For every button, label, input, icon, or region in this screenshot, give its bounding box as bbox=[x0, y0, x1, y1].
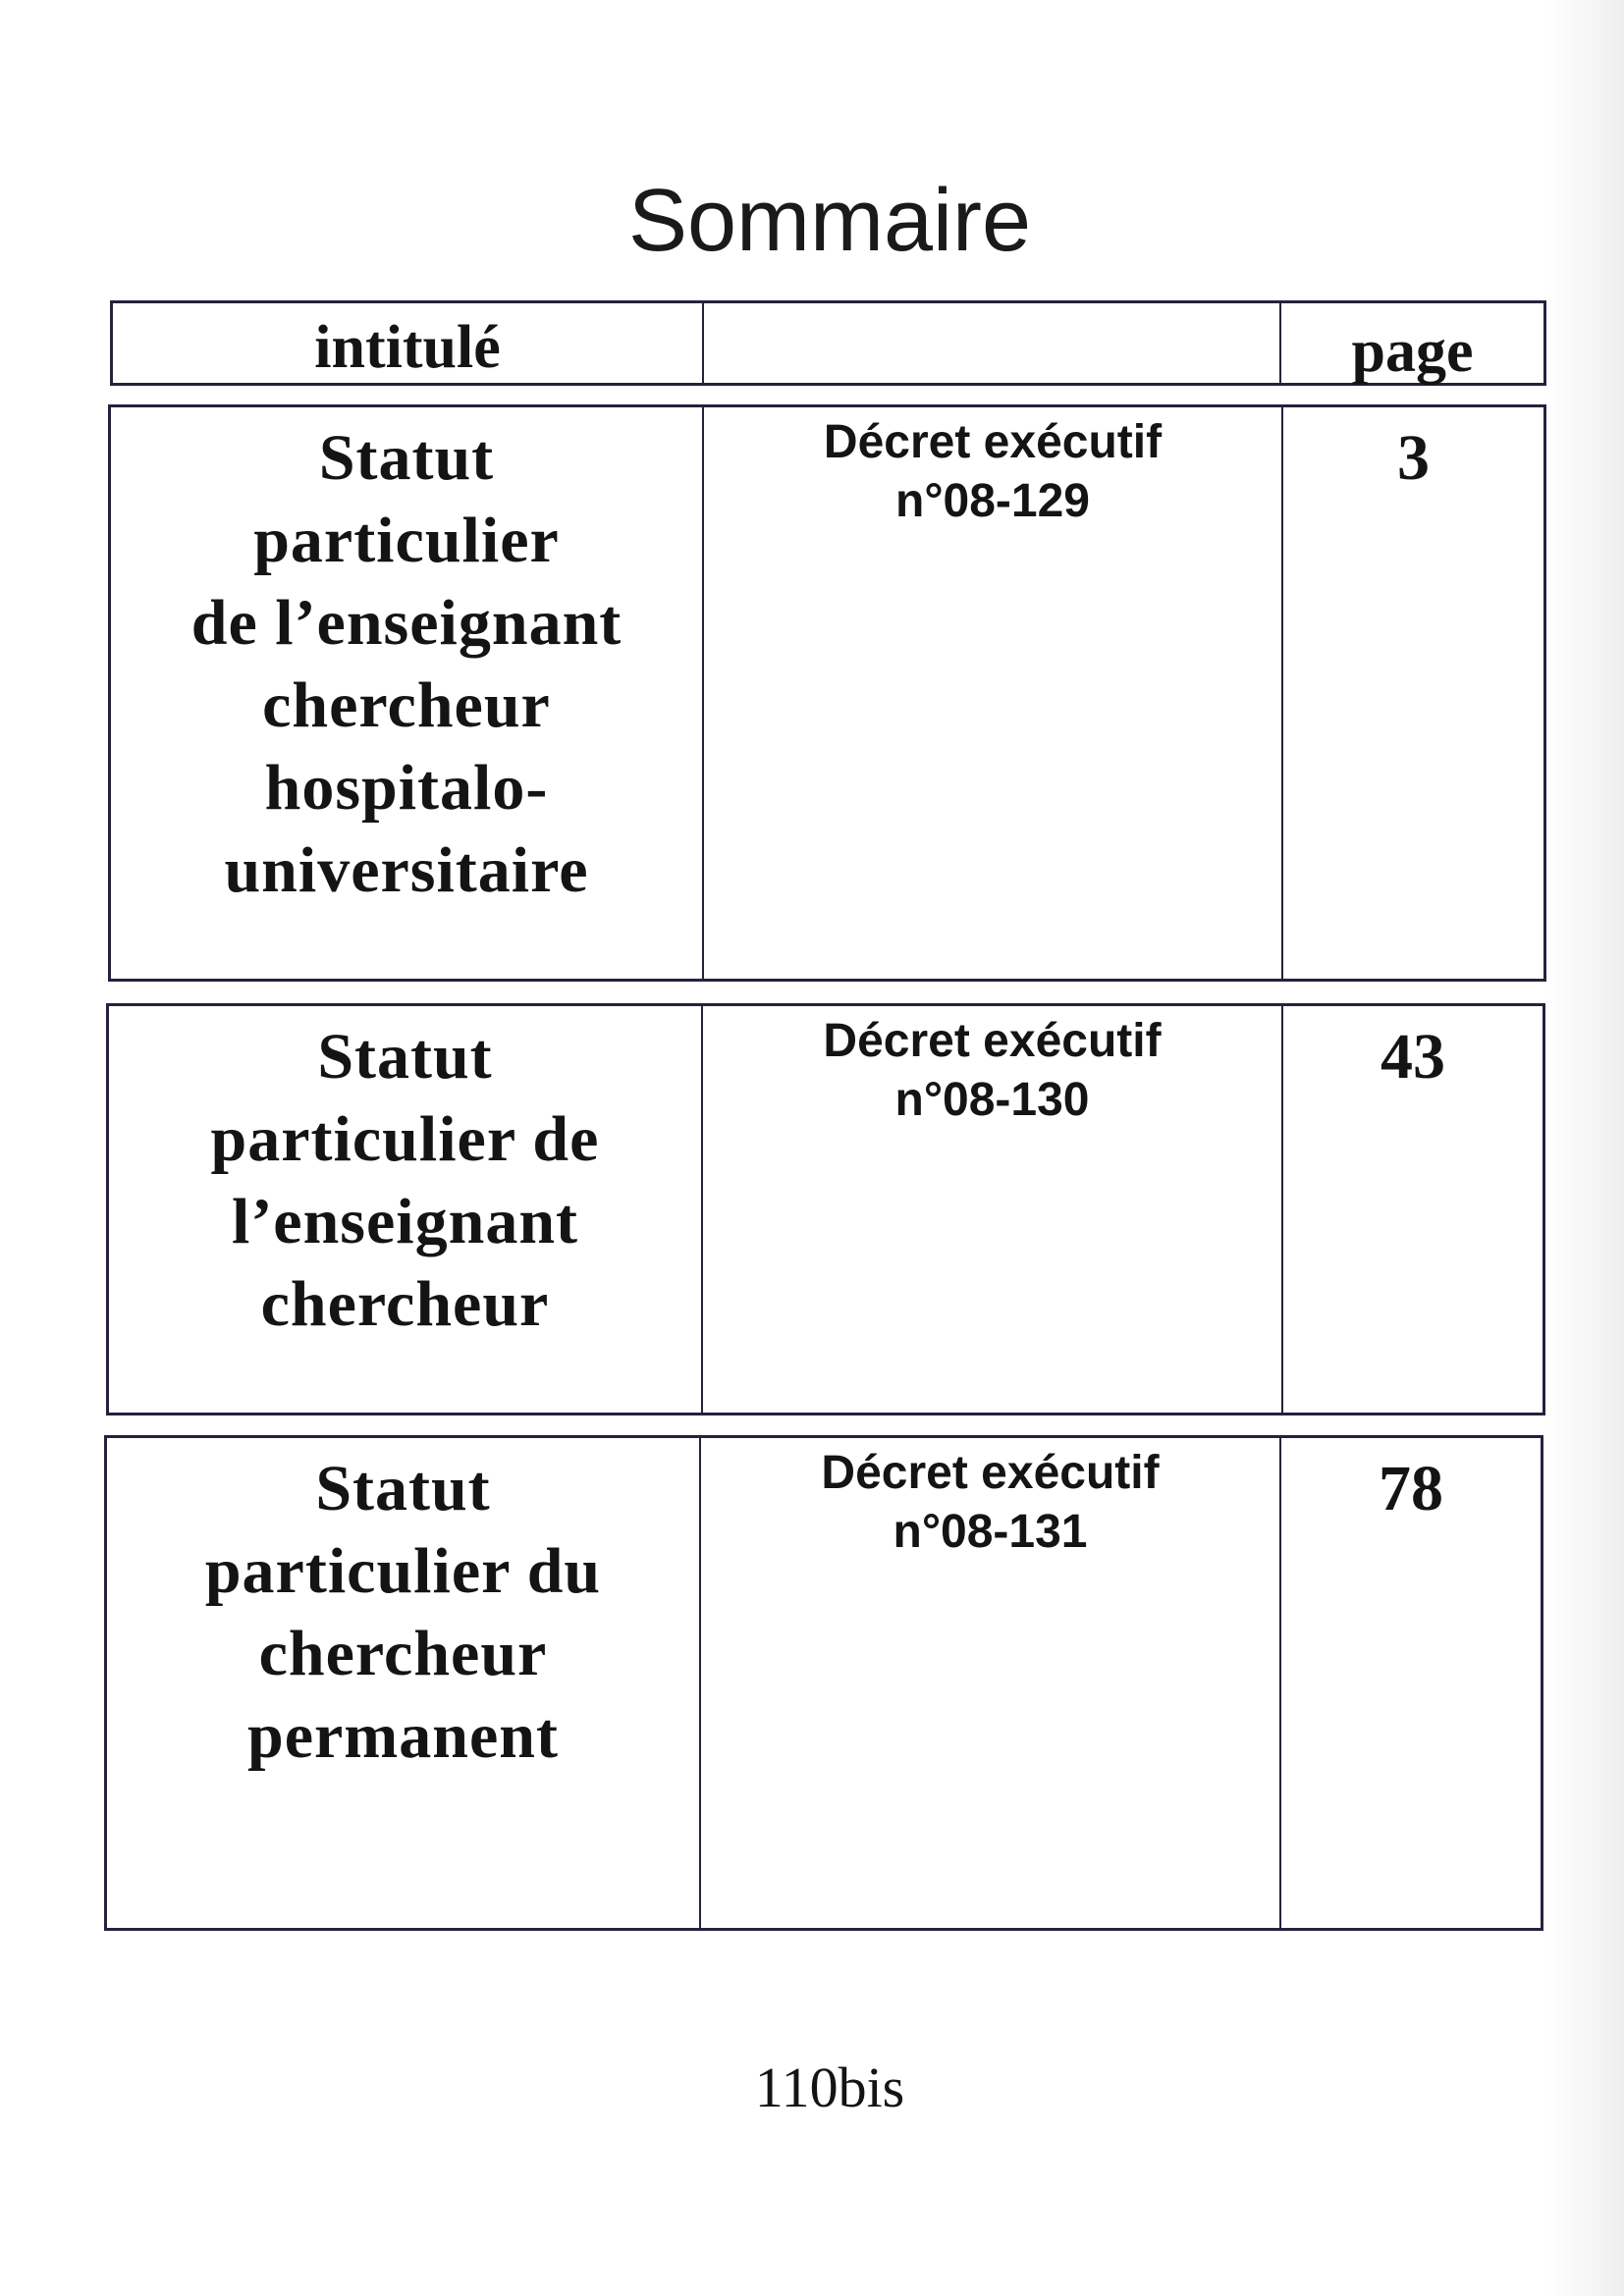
row-decree: Décret exécutif n°08-130 bbox=[823, 1015, 1162, 1126]
row-page-cell bbox=[1281, 1438, 1541, 1928]
row-page: 43 bbox=[1380, 1021, 1445, 1093]
row-title-cell bbox=[111, 407, 704, 979]
row-page: 3 bbox=[1397, 422, 1430, 494]
table-row bbox=[104, 1435, 1543, 1931]
row-title: Statut particulier de l’enseignant chercheur hospitalo- universitaire bbox=[190, 422, 623, 906]
row-page: 78 bbox=[1379, 1453, 1443, 1524]
header-title-label: intitulé bbox=[314, 314, 501, 381]
document-title: Sommaire bbox=[627, 172, 1032, 270]
table-header bbox=[110, 300, 1546, 386]
header-page-cell bbox=[1281, 303, 1543, 383]
header-page-label: page bbox=[1351, 318, 1474, 385]
row-title-cell bbox=[107, 1438, 701, 1928]
row-page-cell bbox=[1283, 407, 1543, 979]
table-row bbox=[108, 404, 1546, 982]
header-decree-cell bbox=[704, 303, 1281, 383]
row-decree: Décret exécutif n°08-129 bbox=[823, 416, 1163, 527]
row-decree-cell bbox=[703, 1006, 1283, 1413]
row-title: Statut particulier de l’enseignant chercheur bbox=[210, 1021, 600, 1340]
page-edge-shadow bbox=[1545, 0, 1624, 2296]
row-decree-cell bbox=[704, 407, 1283, 979]
row-title: Statut particulier du chercheur permanent bbox=[204, 1453, 602, 1772]
row-decree-cell bbox=[701, 1438, 1281, 1928]
row-title-cell bbox=[109, 1006, 703, 1413]
table-row bbox=[106, 1003, 1545, 1415]
header-title-cell bbox=[113, 303, 704, 383]
row-page-cell bbox=[1283, 1006, 1543, 1413]
page-number: 110bis bbox=[754, 2056, 905, 2119]
row-decree: Décret exécutif n°08-131 bbox=[821, 1447, 1160, 1558]
